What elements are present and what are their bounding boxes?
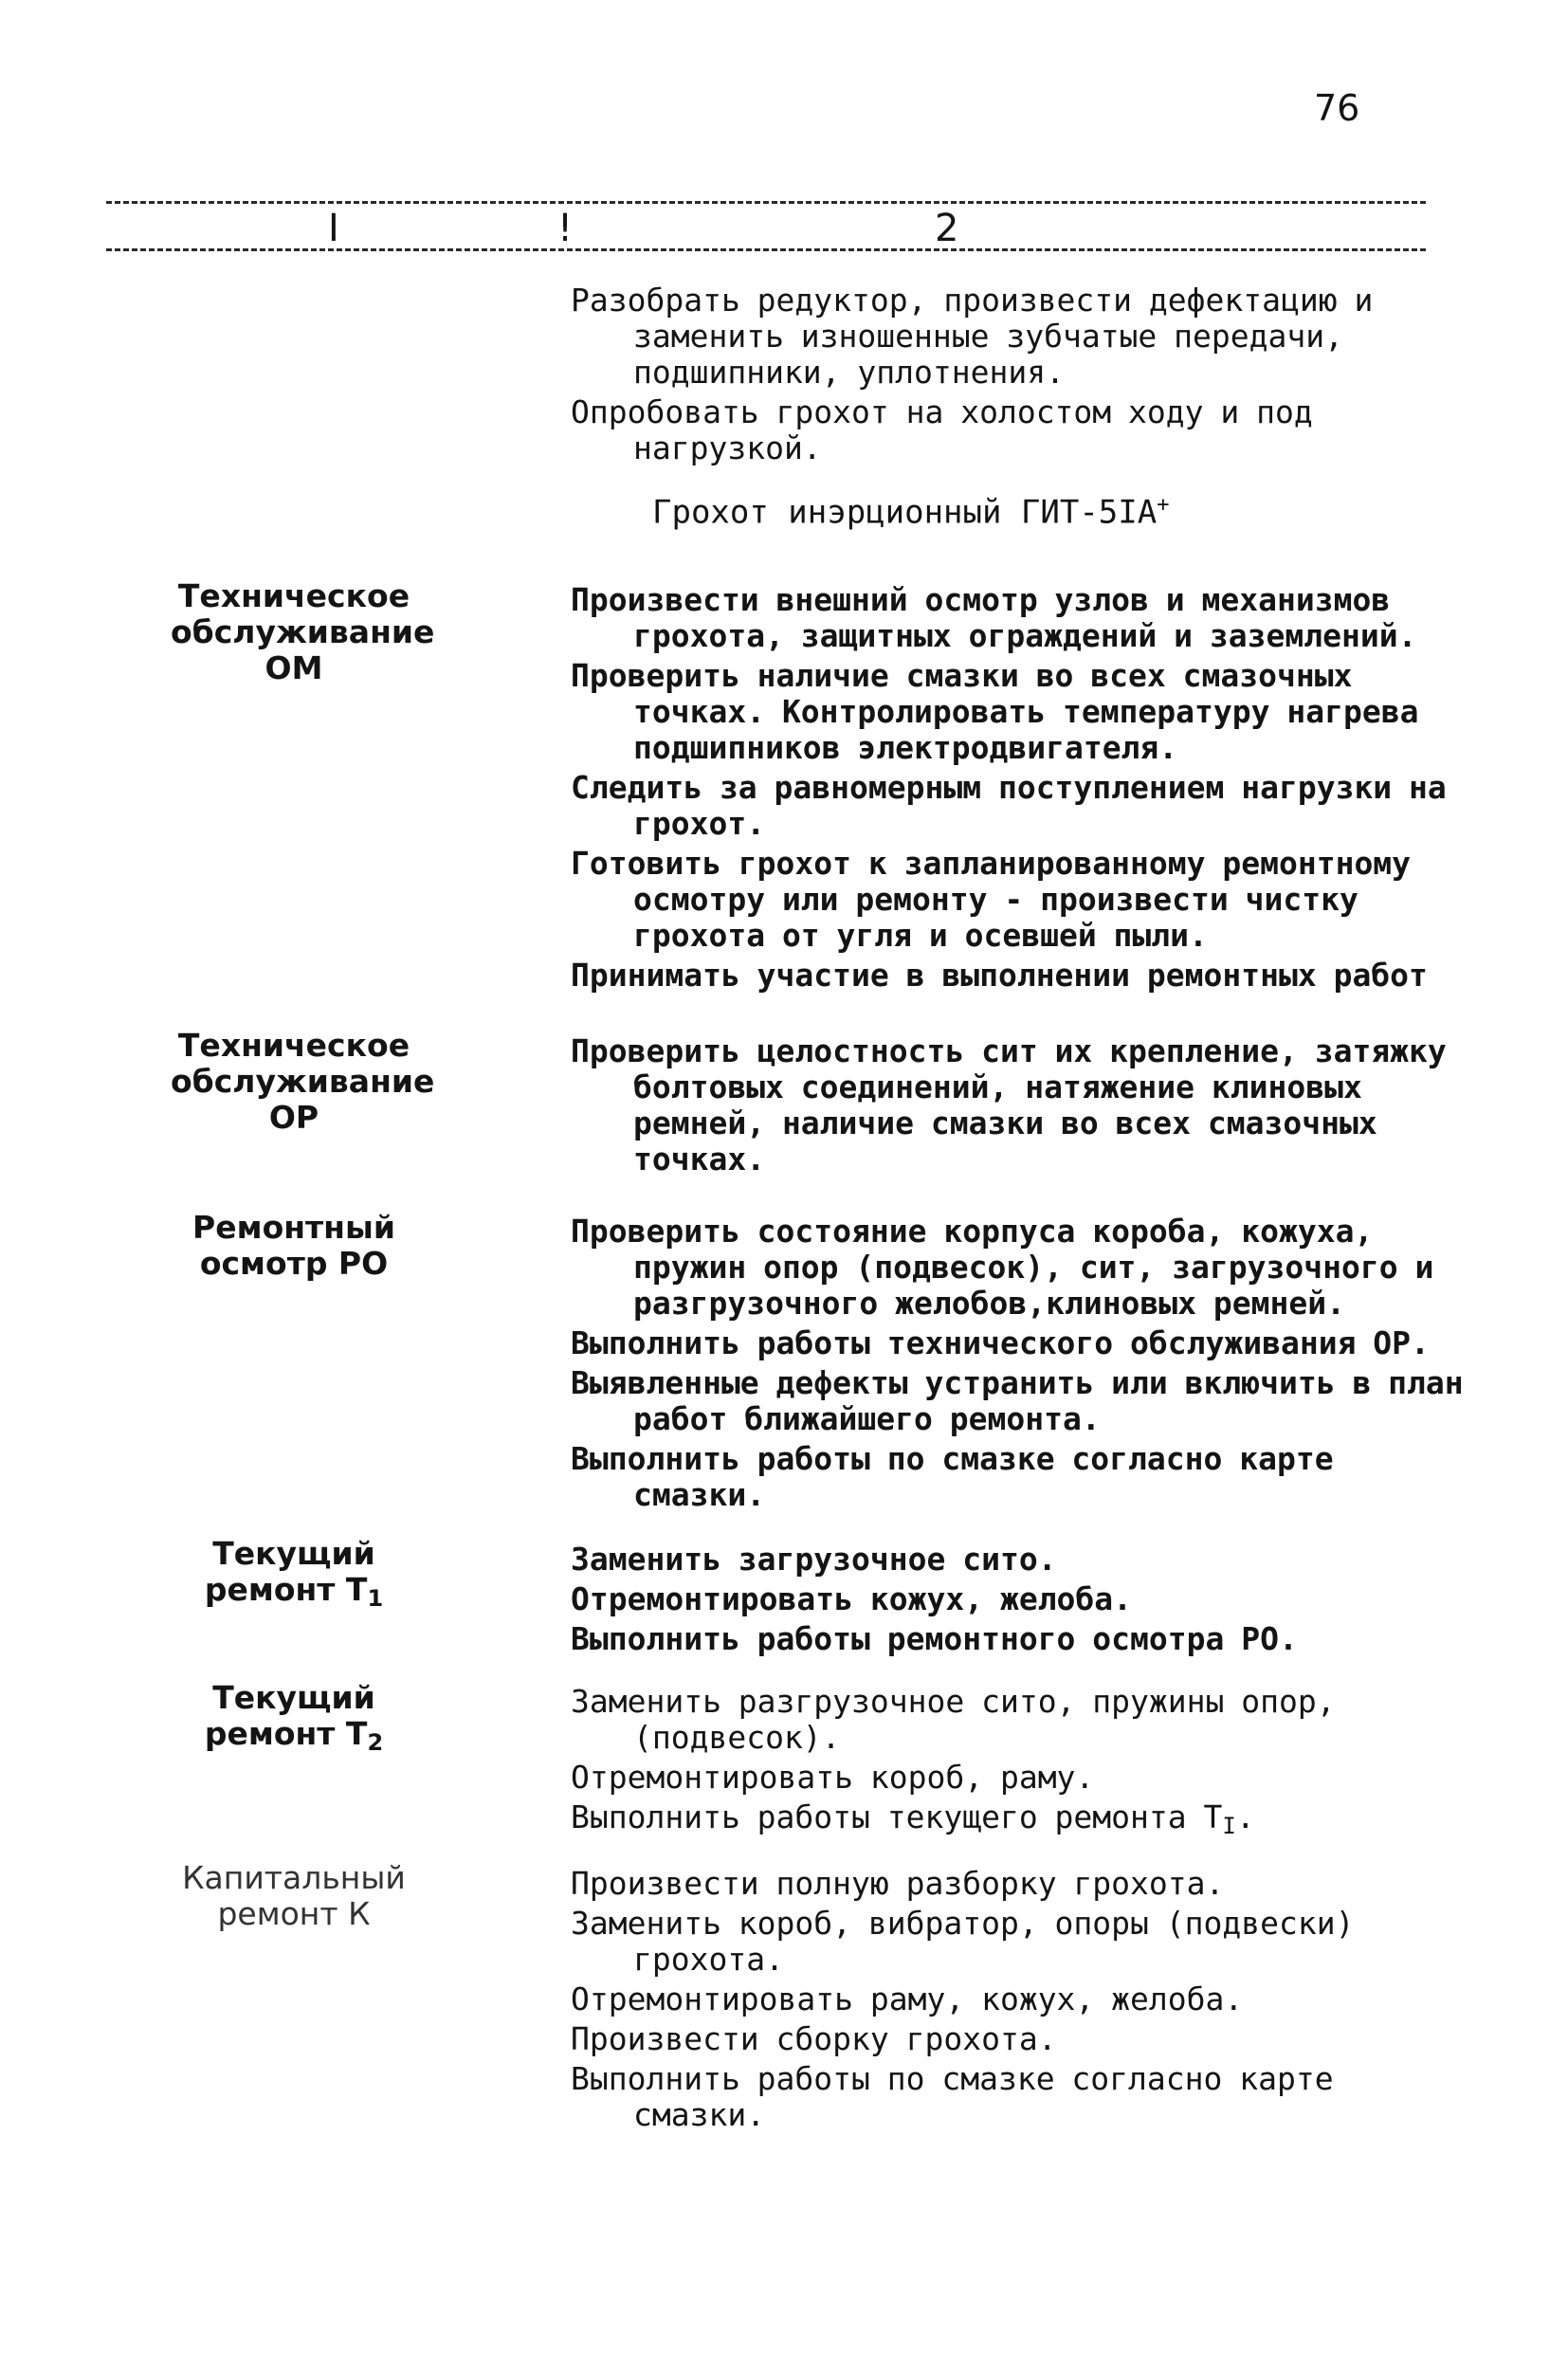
- row-label-om: [171, 577, 435, 686]
- row-item: Заменить короб, вибратор, опоры (подвески) грохота.: [571, 1905, 1355, 1978]
- row-item: Отремонтировать кожух, желоба.: [571, 1580, 1133, 1617]
- row-item: Выявленные дефекты устранить или включить в план работ ближайшего ремонта.: [571, 1364, 1464, 1437]
- row-label-ro: [171, 1210, 417, 1282]
- row-item: Выполнить работы по смазке согласно карте смазки.: [571, 2060, 1334, 2133]
- table-top-rule: [106, 201, 1426, 204]
- row-label-line: ОР: [268, 1099, 319, 1136]
- row-item: Отремонтировать раму, кожух, желоба.: [571, 1981, 1244, 2017]
- row-items-om: [571, 582, 1467, 997]
- intro-items: [571, 283, 1467, 470]
- row-items-ro: [571, 1214, 1467, 1517]
- row-label-line: Капитальный: [182, 1859, 406, 1896]
- row-label-line: ремонт $Т_2$: [204, 1715, 384, 1756]
- row-item: Следить за равномерным поступлением нагрузки на грохот.: [571, 769, 1447, 842]
- row-label-line: обслуживание: [171, 613, 435, 650]
- table-header-bottom-rule: [106, 248, 1426, 251]
- section-title: [652, 493, 1169, 531]
- row-label-line: Техническое: [177, 577, 410, 614]
- column-1-header: I: [328, 207, 339, 250]
- section-title-mark: +: [1157, 493, 1170, 517]
- intro-item: Разобрать редуктор, произвести дефектацию и заменить изношенные зубчатые передачи, подшипники, уплотнения.: [571, 282, 1374, 391]
- row-label-line: Текущий: [212, 1535, 375, 1572]
- row-label-k: [171, 1860, 417, 1932]
- row-item: Заменить разгрузочное сито, пружины опор, (подвесок).: [571, 1683, 1336, 1756]
- intro-item: Опробовать грохот на холостом ходу и под нагрузкой.: [571, 393, 1313, 466]
- row-item: Заменить загрузочное сито.: [571, 1541, 1057, 1578]
- row-label-line: обслуживание: [171, 1063, 435, 1100]
- row-items-k: [571, 1866, 1467, 2137]
- row-item: Готовить грохот к запланированному ремонтному осмотру или ремонту - произвести чистку грохота от угля и осевшей пыли.: [571, 845, 1412, 954]
- row-item: Проверить целостность сит их крепление, затяжку болтовых соединений, натяжение клиновых ремней, наличие смазки во всех смазочных точках.: [571, 1032, 1447, 1177]
- row-label-line: Текущий: [212, 1679, 375, 1716]
- row-item: Отремонтировать короб, раму.: [571, 1759, 1095, 1796]
- row-item: Выполнить работы по смазке согласно карте смазки.: [571, 1440, 1334, 1513]
- row-item: Выполнить работы технического обслуживания ОР.: [571, 1324, 1430, 1361]
- row-label-line: осмотр РО: [199, 1245, 389, 1282]
- page-number: 76: [1314, 87, 1360, 129]
- row-label-line: ремонт $Т_1$: [204, 1571, 384, 1612]
- row-item: Произвести сборку грохота.: [571, 2020, 1057, 2057]
- column-2-header: 2: [935, 207, 959, 250]
- row-label-t2: [171, 1680, 417, 1761]
- row-item: Проверить состояние корпуса короба, кожуха, пружин опор (подвесок), сит, загрузочного и разгрузочного желобов,клиновых ремней.: [571, 1213, 1434, 1322]
- section-title-text: Грохот инэрционный ГИТ-5IA: [652, 493, 1158, 532]
- row-label-line: Техническое: [177, 1027, 410, 1064]
- row-label-line: Ремонтный: [192, 1209, 395, 1246]
- row-label-or: [171, 1027, 435, 1136]
- row-items-t1: [571, 1542, 1467, 1661]
- row-item: Выполнить работы ремонтного осмотра РО.: [571, 1620, 1298, 1657]
- column-separator: !: [557, 207, 574, 250]
- row-items-or: [571, 1033, 1467, 1181]
- row-item: Произвести полную разборку грохота.: [571, 1865, 1225, 1902]
- row-label-line: ремонт К: [217, 1895, 371, 1932]
- row-label-line: ОМ: [264, 649, 323, 686]
- row-items-t2: [571, 1684, 1467, 1848]
- row-item: Произвести внешний осмотр узлов и механизмов грохота, защитных ограждений и заземлений.: [571, 581, 1417, 654]
- row-label-t1: [171, 1536, 417, 1616]
- row-item: Принимать участие в выполнении ремонтных работ: [571, 957, 1428, 994]
- row-item: Выполнить работы текущего ремонта $Т_I$.: [571, 1798, 1255, 1839]
- row-item: Проверить наличие смазки во всех смазочных точках. Контролировать температуру нагрева подшипников электродвигателя.: [571, 657, 1419, 766]
